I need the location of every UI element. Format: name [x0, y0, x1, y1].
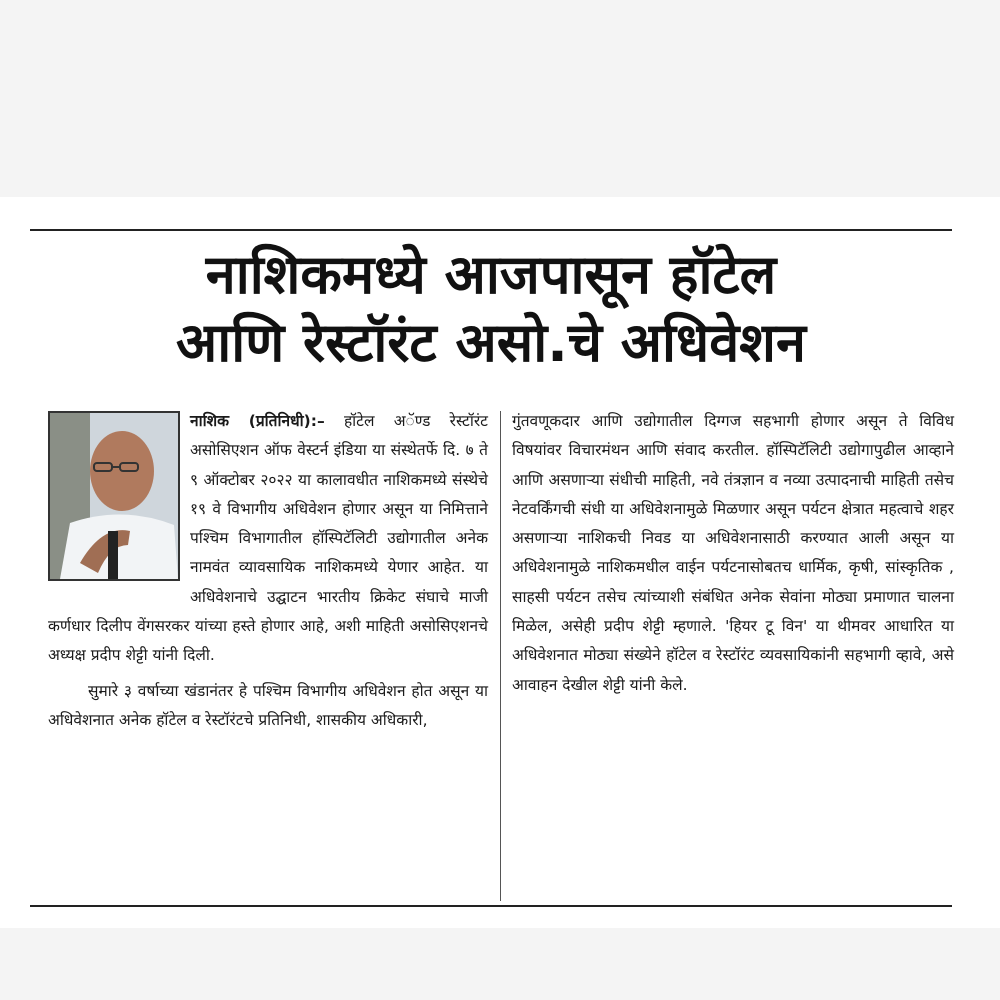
top-rule: [30, 229, 952, 231]
newspaper-clipping: [0, 197, 1000, 928]
article-paragraph-1: [48, 407, 488, 671]
dateline: नाशिक (प्रतिनिधी):–: [190, 412, 325, 430]
article-body-text: हॉटेल अॅण्ड रेस्टॉरंट असोसिएशन ऑफ वेस्टर्न इंडिया या संस्थेतर्फे दि. ७ ते ९ ऑक्टोबर २०२२ या कालावधीत नाशिकमध्ये संस्थेचे १९ वे विभागीय अधिवेशन होणार असून या निमित्ताने पश्चिम विभागातील हॉस्पिटॅलिटी उद्योगातील अनेक नामवंत व्यावसायिक नाशिकमध्ये येणार आहेत. या अधिवेशनाचे उद्घाटन भारतीय क्रिकेट संघाचे माजी कर्णधार दिलीप वेंगसरकर यांच्या हस्ते होणार आहे, अशी माहिती असोसिएशनचे अध्यक्ष प्रदीप शेट्टी यांनी दिली.: [48, 412, 488, 665]
article-paragraph-3: गुंतवणूकदार आणि उद्योगातील दिग्गज सहभागी होणार असून ते विविध विषयांवर विचारमंथन आणि संवाद करतील. हॉस्पिटॅलिटी उद्योगापुढील आव्हाने आणि असणाऱ्या संधीची माहिती, नवे तंत्रज्ञान व नव्या उत्पादनाची माहिती तसेच नेटवर्किंगची संधी या अधिवेशनामुळे मिळणार असून पर्यटन क्षेत्रात महत्वाचे शहर असणाऱ्या नाशिकची निवड या अधिवेशनासाठी करण्यात आली असून या अधिवेशनामुळे नाशिकमधील वाईन पर्यटनासोबतच धार्मिक, कृषी, सांस्कृतिक , साहसी पर्यटन तसेच त्यांच्याशी संबंधित अनेक सेवांना मोठ्या प्रमाणात चालना मिळेल, असेही प्रदीप शेट्टी म्हणाले. 'हियर टू विन' या थीमवर आधारित या अधिवेशनात मोठ्या संख्येने हॉटेल व रेस्टॉरंट व्यवसायिकांनी सहभागी व्हावे, असे आवाहन देखील शेट्टी यांनी केले.: [512, 412, 954, 694]
headline-line-2: आणि रेस्टॉरंट असो.चे अधिवेशन: [176, 310, 806, 374]
portrait-photo: [48, 411, 180, 581]
bottom-rule: [30, 905, 952, 907]
article-column-left: [48, 407, 488, 735]
article-column-right: [512, 407, 954, 700]
headline-line-1: नाशिकमध्ये आजपासून हॉटेल: [205, 243, 777, 306]
article-paragraph-2: सुमारे ३ वर्षाच्या खंडानंतर हे पश्चिम विभागीय अधिवेशन होत असून या अधिवेशनात अनेक हॉटेल व रेस्टॉरंटचे प्रतिनिधी, शासकीय अधिकारी,: [48, 681, 488, 729]
headline: [30, 241, 952, 376]
column-divider: [500, 411, 501, 901]
